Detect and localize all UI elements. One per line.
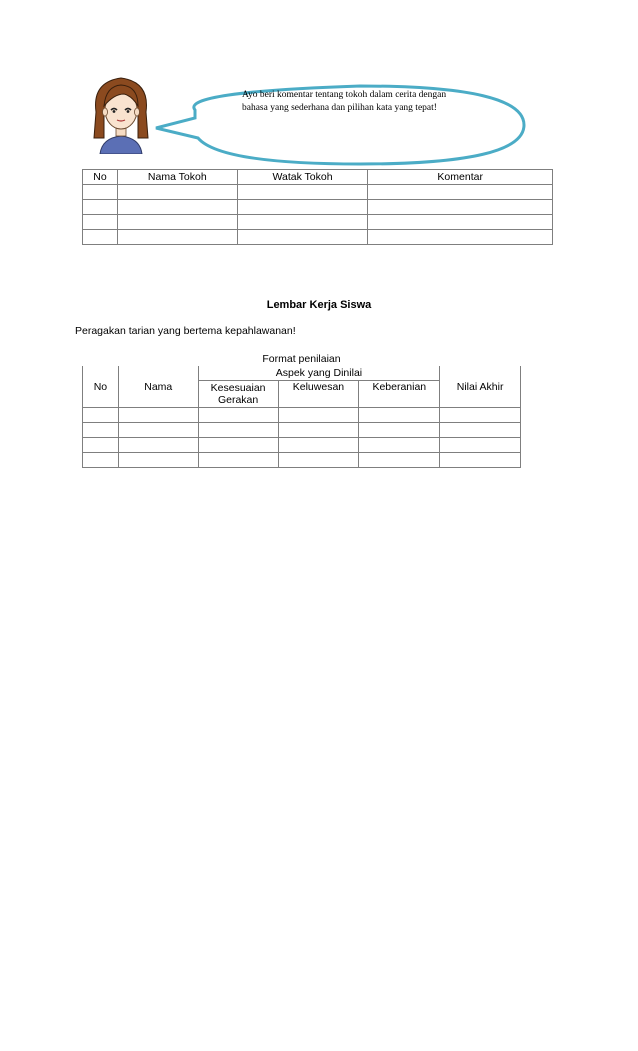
table-cell[interactable] bbox=[368, 185, 553, 200]
table-cell[interactable] bbox=[440, 453, 521, 468]
table-cell[interactable] bbox=[359, 438, 440, 453]
table-cell[interactable] bbox=[359, 453, 440, 468]
table-cell[interactable] bbox=[440, 438, 521, 453]
table-cell[interactable] bbox=[117, 215, 237, 230]
table-cell[interactable] bbox=[359, 423, 440, 438]
header-kesesuaian-gerakan: Kesesuaian Gerakan bbox=[198, 381, 278, 408]
table-cell[interactable] bbox=[83, 438, 119, 453]
header-no: No bbox=[83, 366, 119, 408]
table-cell[interactable] bbox=[83, 185, 118, 200]
table-cell[interactable] bbox=[118, 423, 198, 438]
table-cell[interactable] bbox=[368, 200, 553, 215]
header-keberanian: Keberanian bbox=[359, 381, 440, 408]
table-cell[interactable] bbox=[117, 230, 237, 245]
table-row bbox=[83, 438, 521, 453]
table-cell[interactable] bbox=[440, 408, 521, 423]
caption-row bbox=[83, 352, 521, 366]
table-cell[interactable] bbox=[198, 408, 278, 423]
speech-bubble-text: Ayo beri komentar tentang tokoh dalam cerita dengan bahasa yang sederhana dan pilihan kata yang tepat! bbox=[242, 90, 447, 113]
girl-avatar-illustration bbox=[88, 72, 154, 154]
table-cell[interactable] bbox=[278, 423, 359, 438]
table-header-row bbox=[83, 170, 553, 185]
table-cell[interactable] bbox=[278, 438, 359, 453]
table-cell[interactable] bbox=[117, 200, 237, 215]
table-cell[interactable] bbox=[237, 215, 368, 230]
assessment-format-table bbox=[82, 352, 521, 468]
header-nama-tokoh: Nama Tokoh bbox=[117, 170, 237, 185]
table-cell[interactable] bbox=[359, 408, 440, 423]
table-row bbox=[83, 215, 553, 230]
table-cell[interactable] bbox=[368, 215, 553, 230]
table-cell[interactable] bbox=[440, 423, 521, 438]
table-cell[interactable] bbox=[368, 230, 553, 245]
header-watak-tokoh: Watak Tokoh bbox=[237, 170, 368, 185]
format-caption: Format penilaian bbox=[262, 353, 341, 365]
table-cell[interactable] bbox=[83, 230, 118, 245]
worksheet-title: Lembar Kerja Siswa bbox=[266, 299, 372, 311]
header-komentar: Komentar bbox=[368, 170, 553, 185]
table-cell[interactable] bbox=[198, 438, 278, 453]
table-cell[interactable] bbox=[237, 200, 368, 215]
header-no: No bbox=[83, 170, 118, 185]
header-aspek-dinilai: Aspek yang Dinilai bbox=[198, 366, 440, 381]
table-row bbox=[83, 200, 553, 215]
table-row bbox=[83, 185, 553, 200]
header-nama: Nama bbox=[118, 366, 198, 408]
character-comment-table bbox=[82, 169, 553, 245]
table-cell[interactable] bbox=[278, 453, 359, 468]
table-cell[interactable] bbox=[118, 453, 198, 468]
table-row bbox=[83, 230, 553, 245]
table-cell[interactable] bbox=[83, 408, 119, 423]
table-row bbox=[83, 453, 521, 468]
table-cell[interactable] bbox=[83, 453, 119, 468]
table-cell[interactable] bbox=[237, 185, 368, 200]
table-cell[interactable] bbox=[118, 438, 198, 453]
table-row bbox=[83, 408, 521, 423]
table-cell[interactable] bbox=[117, 185, 237, 200]
header-keluwesan: Keluwesan bbox=[278, 381, 359, 408]
table-row bbox=[83, 423, 521, 438]
table-cell[interactable] bbox=[83, 215, 118, 230]
header-nilai-akhir: Nilai Akhir bbox=[440, 366, 521, 408]
group-header-row bbox=[83, 366, 521, 381]
table-cell[interactable] bbox=[198, 423, 278, 438]
table-cell[interactable] bbox=[83, 200, 118, 215]
table-cell[interactable] bbox=[198, 453, 278, 468]
table-cell[interactable] bbox=[83, 423, 119, 438]
table-cell[interactable] bbox=[278, 408, 359, 423]
table-cell[interactable] bbox=[237, 230, 368, 245]
table-cell[interactable] bbox=[118, 408, 198, 423]
worksheet-instruction: Peragakan tarian yang bertema kepahlawanan! bbox=[75, 325, 296, 337]
